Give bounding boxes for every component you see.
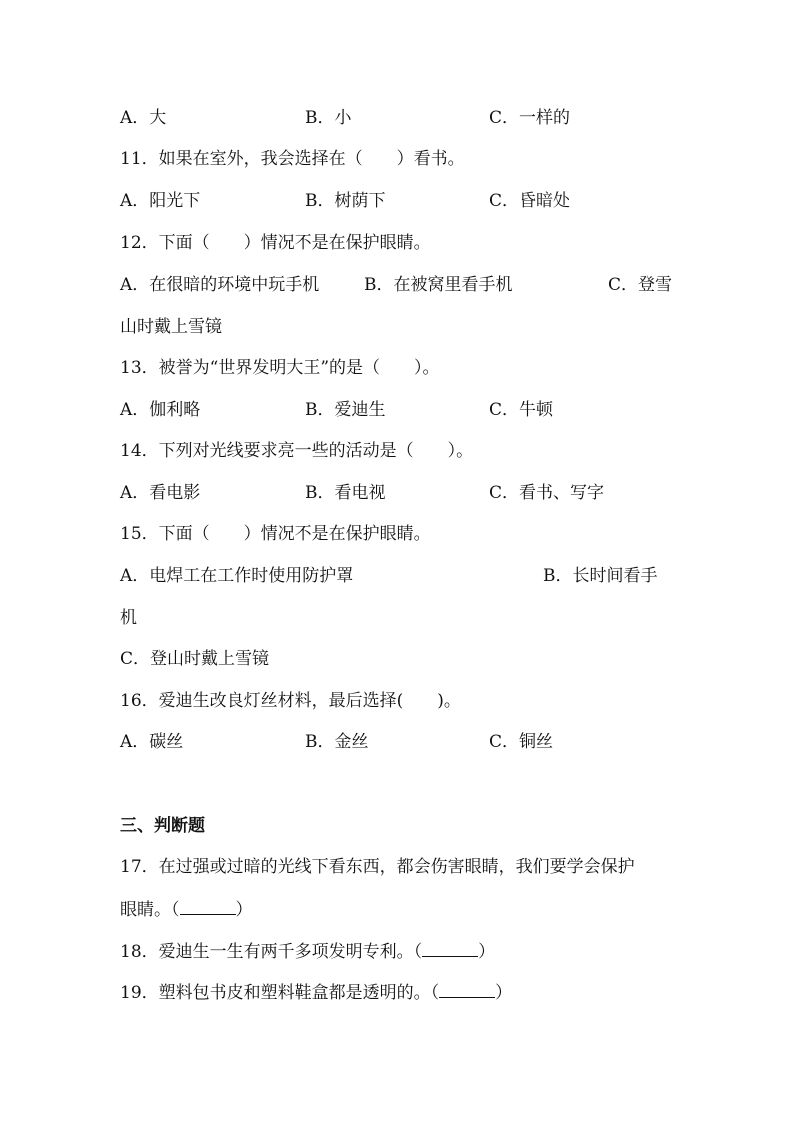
q19-question [120, 979, 512, 1005]
q11-question: 11．如果在室外，我会选择在（ ）看书。 [120, 149, 465, 169]
q17-cont-text: 眼睛。（ [120, 900, 180, 920]
q17-cont-close: ） [235, 900, 253, 920]
q11-option-a: A．阳光下 [120, 191, 201, 211]
q10-option-c: C．一样的 [489, 108, 571, 128]
q15-option-a: A．电焊工在工作时使用防护罩 [120, 566, 354, 586]
q13-option-b: B．爱迪生 [305, 400, 386, 420]
q12-option-a: A．在很暗的环境中玩手机 [120, 275, 320, 295]
q19-answer-blank[interactable] [439, 979, 495, 998]
q17-question: 17．在过强或过暗的光线下看东西，都会伤害眼睛，我们要学会保护 [120, 857, 635, 877]
q12-question: 12．下面（ ）情况不是在保护眼睛。 [120, 233, 431, 253]
q15-option-b: B．长时间看手 [543, 566, 658, 586]
q13-question: 13．被誉为“世界发明大王”的是（ ）。 [120, 358, 440, 378]
q16-question: 16．爱迪生改良灯丝材料，最后选择( )。 [120, 691, 461, 711]
q19-close: ） [495, 983, 513, 1003]
q16-option-a: A．碳丝 [120, 732, 184, 752]
q17-question-continued [120, 896, 253, 922]
q19-text: 19．塑料包书皮和塑料鞋盒都是透明的。（ [120, 983, 440, 1003]
q11-option-c: C．昏暗处 [489, 191, 571, 211]
q15-question: 15．下面（ ）情况不是在保护眼睛。 [120, 524, 431, 544]
q16-option-b: B．金丝 [305, 732, 369, 752]
q11-option-b: B．树荫下 [305, 191, 386, 211]
q18-close: ） [478, 942, 496, 962]
q14-option-a: A．看电影 [120, 483, 201, 503]
q12-option-b: B．在被窝里看手机 [364, 275, 513, 295]
q13-option-c: C．牛顿 [489, 400, 554, 420]
q13-option-a: A．伽利略 [120, 400, 201, 420]
q18-text: 18．爱迪生一生有两千多项发明专利。（ [120, 942, 423, 962]
q10-option-a: A．大 [120, 108, 167, 128]
section-title-judgment: 三、判断题 [120, 816, 205, 836]
q18-question [120, 938, 495, 964]
q10-option-b: B．小 [305, 108, 352, 128]
q12-option-c-continued: 山时戴上雪镜 [120, 317, 222, 337]
q18-answer-blank[interactable] [422, 938, 478, 957]
q12-option-c: C．登雪 [608, 275, 673, 295]
q15-option-b-continued: 机 [120, 608, 137, 628]
q17-answer-blank[interactable] [180, 896, 236, 915]
q16-option-c: C．铜丝 [489, 732, 554, 752]
q14-question: 14．下列对光线要求亮一些的活动是（ ）。 [120, 441, 474, 461]
q15-option-c: C．登山时戴上雪镜 [120, 649, 270, 669]
q14-option-c: C．看书、写字 [489, 483, 605, 503]
q14-option-b: B．看电视 [305, 483, 386, 503]
